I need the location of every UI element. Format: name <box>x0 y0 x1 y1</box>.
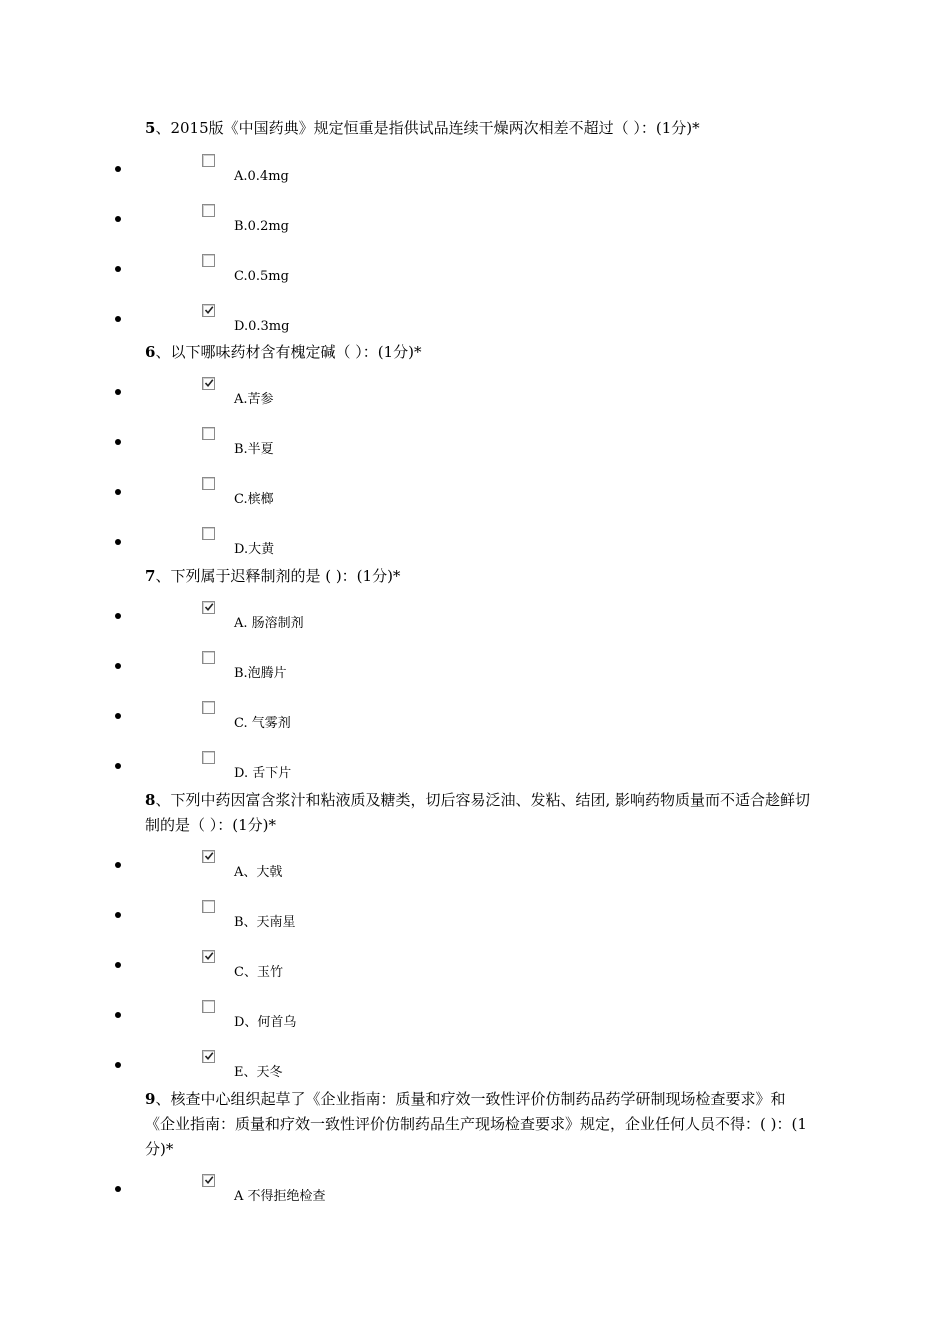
option-label: C.0.5mg <box>234 269 289 284</box>
question-5-option-a[interactable] <box>0 154 900 184</box>
question-6-option-c[interactable] <box>0 477 900 507</box>
checkbox[interactable] <box>202 900 215 913</box>
question-number: 8 <box>145 791 156 809</box>
question-text: 、以下哪味药材含有槐定碱（ ）：(1分)* <box>155 343 422 361</box>
question-7-option-b[interactable] <box>0 651 900 681</box>
option-label: C.槟榔 <box>234 492 274 507</box>
option-label: A 不得拒绝检查 <box>234 1189 326 1204</box>
checkbox[interactable] <box>202 254 215 267</box>
option-label: B.泡腾片 <box>234 666 287 681</box>
question-5-title <box>145 116 815 141</box>
bullet-icon <box>115 266 121 272</box>
bullet-icon <box>115 316 121 322</box>
option-label: D.大黄 <box>234 542 275 557</box>
option-label: D. 舌下片 <box>234 766 292 781</box>
question-9-option-a[interactable] <box>0 1174 900 1204</box>
checkbox[interactable] <box>202 477 215 490</box>
question-7-option-d[interactable] <box>0 751 900 781</box>
option-label: B.0.2mg <box>234 219 290 234</box>
question-text: 、下列属于迟释制剂的是 ( )：(1分)* <box>155 567 401 585</box>
checkbox[interactable] <box>202 1050 215 1063</box>
bullet-icon <box>115 962 121 968</box>
question-7-option-c[interactable] <box>0 701 900 731</box>
checkmark-icon <box>204 851 214 861</box>
checkbox[interactable] <box>202 601 215 614</box>
bullet-icon <box>115 1062 121 1068</box>
question-6-option-a[interactable] <box>0 377 900 407</box>
question-8-option-c[interactable] <box>0 950 900 980</box>
bullet-icon <box>115 912 121 918</box>
question-number: 7 <box>145 567 156 585</box>
checkbox[interactable] <box>202 751 215 764</box>
bullet-icon <box>115 613 121 619</box>
checkmark-icon <box>204 1051 214 1061</box>
question-number: 5 <box>145 119 156 137</box>
option-label: B.半夏 <box>234 442 274 457</box>
question-text: 、2015版《中国药典》规定恒重是指供试品连续干燥两次相差不超过（ ）：(1分)* <box>155 119 700 137</box>
checkbox[interactable] <box>202 304 215 317</box>
option-label: A.0.4mg <box>234 169 289 184</box>
checkbox[interactable] <box>202 1000 215 1013</box>
bullet-icon <box>115 439 121 445</box>
question-text: 、下列中药因富含浆汁和粘液质及糖类，切后容易泛油、发粘、结团, 影响药物质量而不适合趁鲜切制的是（ ）：(1分)* <box>145 791 810 834</box>
question-5-option-b[interactable] <box>0 204 900 234</box>
checkbox[interactable] <box>202 1174 215 1187</box>
option-label: C、玉竹 <box>234 965 283 980</box>
option-label: E、天冬 <box>234 1065 283 1080</box>
checkbox[interactable] <box>202 377 215 390</box>
question-5-option-d[interactable] <box>0 304 900 334</box>
question-8-option-a[interactable] <box>0 850 900 880</box>
question-6-option-b[interactable] <box>0 427 900 457</box>
checkbox[interactable] <box>202 527 215 540</box>
checkmark-icon <box>204 305 214 315</box>
bullet-icon <box>115 663 121 669</box>
bullet-icon <box>115 539 121 545</box>
question-7-title <box>145 564 815 589</box>
checkbox[interactable] <box>202 701 215 714</box>
option-label: D.0.3mg <box>234 319 290 334</box>
option-label: C. 气雾剂 <box>234 716 291 731</box>
option-label: D、何首乌 <box>234 1015 297 1030</box>
checkbox[interactable] <box>202 427 215 440</box>
bullet-icon <box>115 1012 121 1018</box>
question-6-title <box>145 340 815 365</box>
option-label: A、大戟 <box>234 865 283 880</box>
bullet-icon <box>115 1186 121 1192</box>
question-8-title <box>145 788 815 838</box>
checkmark-icon <box>204 951 214 961</box>
bullet-icon <box>115 216 121 222</box>
checkbox[interactable] <box>202 154 215 167</box>
question-text: 、核查中心组织起草了《企业指南：质量和疗效一致性评价仿制药品药学研制现场检查要求》和《企业指南：质量和疗效一致性评价仿制药品生产现场检查要求》规定，企业任何人员不得：( )：(1分)* <box>145 1090 807 1158</box>
checkbox[interactable] <box>202 204 215 217</box>
checkbox[interactable] <box>202 850 215 863</box>
checkmark-icon <box>204 602 214 612</box>
bullet-icon <box>115 763 121 769</box>
question-8-option-d[interactable] <box>0 1000 900 1030</box>
question-number: 9 <box>145 1090 156 1108</box>
option-label: B、天南星 <box>234 915 296 930</box>
checkbox[interactable] <box>202 651 215 664</box>
bullet-icon <box>115 862 121 868</box>
checkmark-icon <box>204 378 214 388</box>
question-9-title <box>145 1087 815 1162</box>
bullet-icon <box>115 713 121 719</box>
option-label: A. 肠溶制剂 <box>234 616 304 631</box>
checkbox[interactable] <box>202 950 215 963</box>
question-6-option-d[interactable] <box>0 527 900 557</box>
bullet-icon <box>115 389 121 395</box>
question-8-option-e[interactable] <box>0 1050 900 1080</box>
checkmark-icon <box>204 1175 214 1185</box>
question-8-option-b[interactable] <box>0 900 900 930</box>
option-label: A.苦参 <box>234 392 274 407</box>
bullet-icon <box>115 489 121 495</box>
bullet-icon <box>115 166 121 172</box>
question-number: 6 <box>145 343 156 361</box>
question-7-option-a[interactable] <box>0 601 900 631</box>
question-5-option-c[interactable] <box>0 254 900 284</box>
